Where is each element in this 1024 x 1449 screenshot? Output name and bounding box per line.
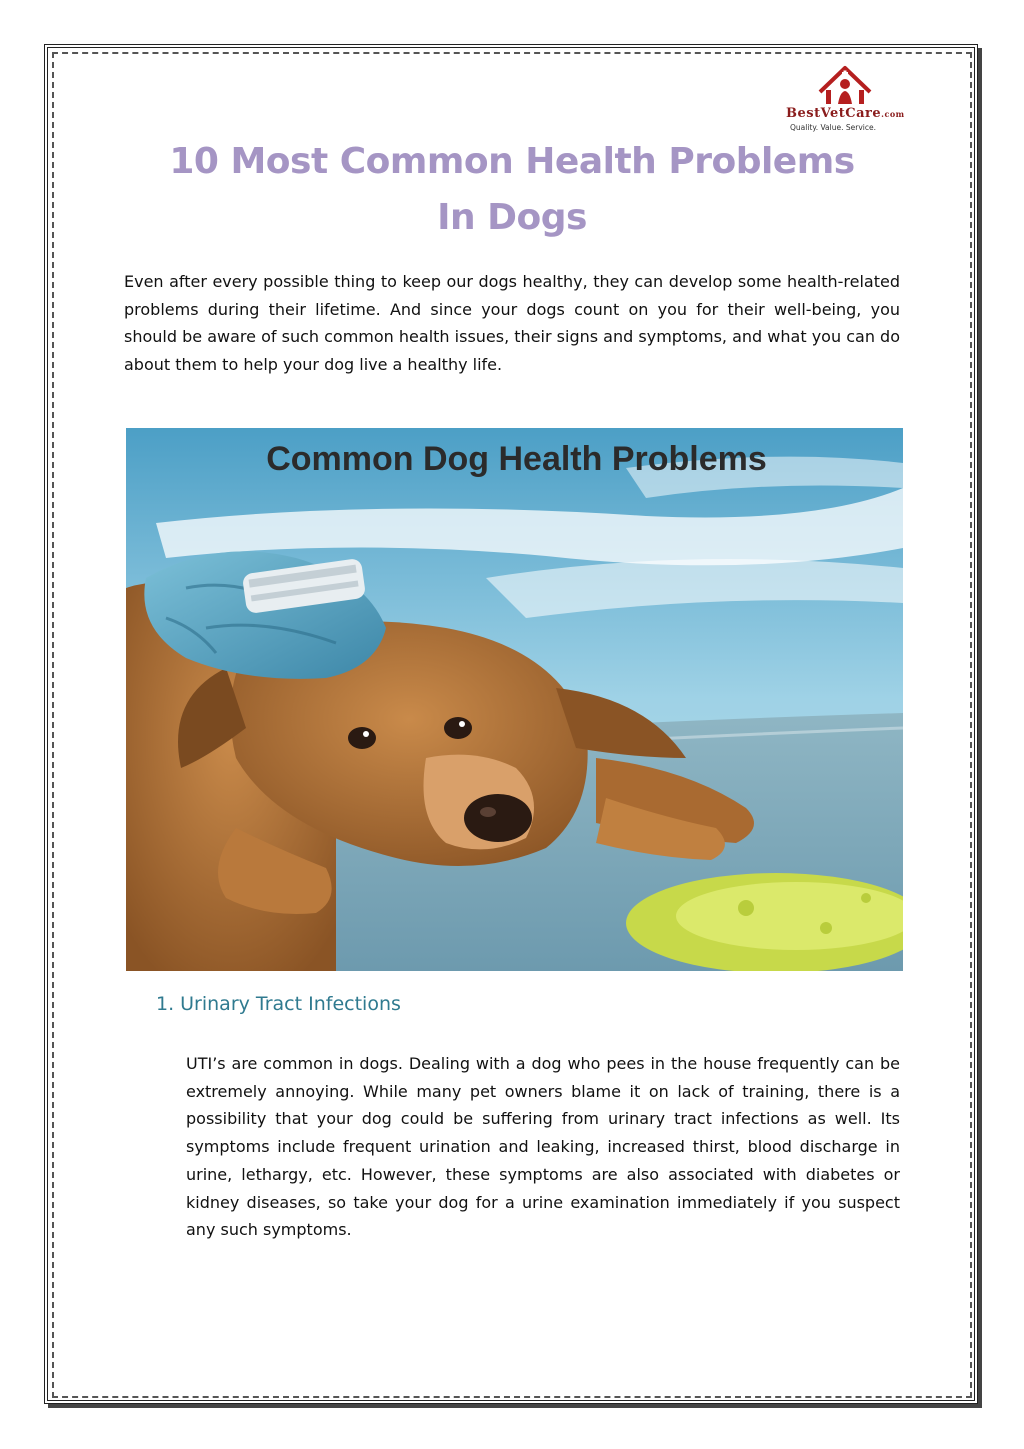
page-border-shadow-bottom: [48, 1404, 982, 1408]
hero-image: [126, 428, 903, 971]
bestvetcare-logo: [780, 62, 910, 134]
intro-paragraph: Even after every possible thing to keep our dogs healthy, they can develop some health-related problems during their lifetime. And since your dogs count on you for their well-being, you should be aware of such common health issues, their signs and symptoms, and what you can do about them to help your dog live a healthy life.: [124, 272, 900, 374]
logo-tagline: Quality. Value. Service.: [790, 123, 876, 132]
page-border-shadow-right: [978, 48, 982, 1408]
logo-name: BestVetCare.com: [786, 106, 905, 121]
hero-title: Common Dog Health Problems: [266, 440, 767, 478]
page-title-line-1: 10 Most Common Health Problems: [169, 141, 855, 182]
page-title-line-2: In Dogs: [437, 197, 587, 238]
sick-dog-illustration: [126, 428, 903, 971]
house-pet-icon: [816, 62, 874, 106]
section-body-urinary-tract-infections: UTI’s are common in dogs. Dealing with a dog who pees in the house frequently can be extremely annoying. While many pet owners blame it on lack of training, there is a possibility that your dog could be suffering from urinary tract infections as well. Its symptoms include frequent urination and leaking, increased thirst, blood discharge in urine, lethargy, etc. However, these symptoms are also associated with diabetes or kidney diseases, so take your dog for a urine examination immediately if you suspect any such symptoms.: [186, 1054, 900, 1240]
section-heading-text: Urinary Tract Infections: [180, 993, 401, 1015]
section-number: 1.: [156, 993, 175, 1015]
page-title: [120, 134, 904, 246]
section-heading-urinary-tract-infections: [156, 993, 401, 1015]
